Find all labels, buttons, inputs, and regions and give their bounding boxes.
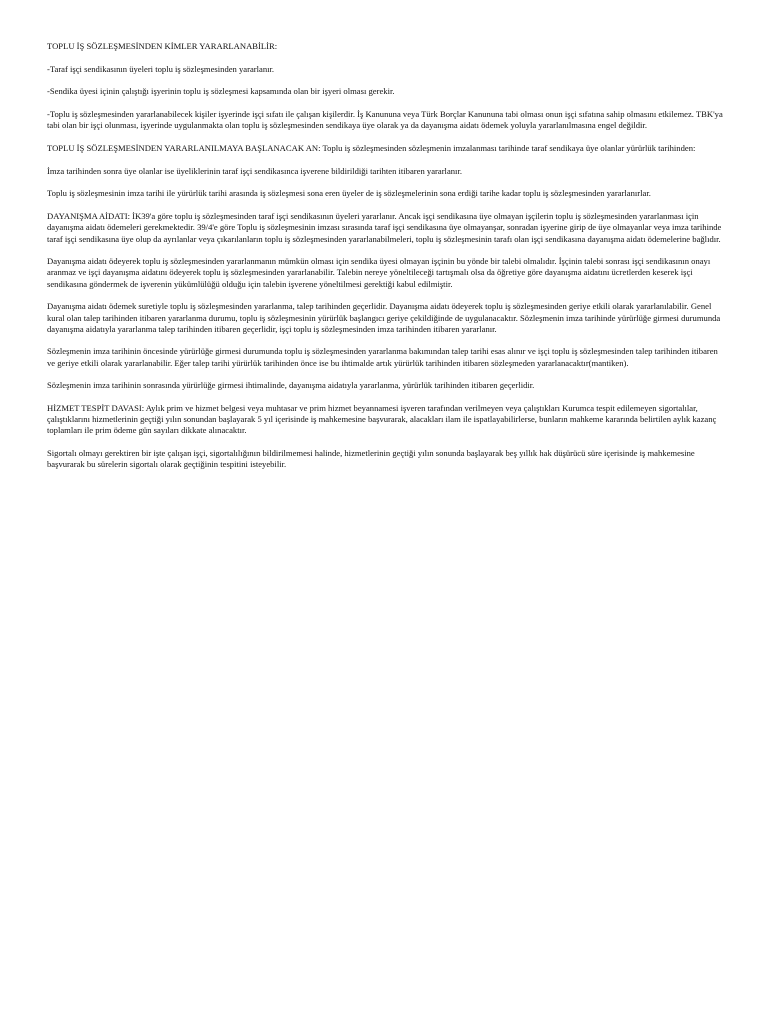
document-page bbox=[47, 41, 723, 482]
paragraph-after-signing: İmza tarihinden sonra üye olanlar ise üyeliklerinin taraf işçi sendikasınca işverene bildirildiği tarihten itibaren yararlanır. bbox=[47, 165, 462, 176]
paragraph-start-of-benefit: TOPLU İŞ SÖZLEŞMESİNDEN YARARLANILMAYA BAŞLANACAK AN: Toplu iş sözleşmesinden sözleşmenin imzalanması tarihinde taraf sendikaya üye olanlar yürürlük tarihinden: bbox=[47, 143, 696, 154]
paragraph-union-members: -Taraf işçi sendikasının üyeleri toplu iş sözleşmesinden yararlanır. bbox=[47, 63, 275, 74]
paragraph-retroactive: Sözleşmenin imza tarihinin öncesinde yürürlüğe girmesi durumunda toplu iş sözleşmesinden yararlanma bakımından talep tarihi esas alınır ve işçi toplu iş sözleşmesinden talep tarihinden itibaren ve geriye etkili olarak yararlanabilir. Eğer talep tarihi yürürlük tarihinden önce ise bu ihtimalde artık yürürlük tarihinden itibaren sözleşmeden yararlanacaktır(mantiken). bbox=[47, 346, 718, 368]
paragraph-solidarity-request: Dayanışma aidatı ödeyerek toplu iş sözleşmesinden yararlanmanın mümkün olması için sendika üyesi olmayan işçinin bu yönde bir talebi olmalıdır. İşçinin talebi sonrası işçi sendikasının onayı aranmaz ve işçi dayanışma aidatını ödeyerek toplu iş sözleşmesinden yararlanabilir. Talebin nereye yöneltileceği tartışmalı olsa da öğretiye göre dayanışma aidatını ücretlerden keserek işçi sendikasına göndermek de işverenin yükümlülüğü olduğu için talebin işverene yöneltilmesi gerektiği kabul edilmiştir. bbox=[47, 256, 711, 289]
paragraph-after-signing-effect: Sözleşmenin imza tarihinin sonrasında yürürlüğe girmesi ihtimalinde, dayanışma aidatıyla yararlanma, yürürlük tarihinden itibaren geçerlidir. bbox=[47, 380, 535, 391]
paragraph-contract-ended: Toplu iş sözleşmesinin imza tarihi ile yürürlük tarihi arasında iş sözleşmesi sona eren üyeler de iş sözleşmelerinin sona erdiği tarihe kadar toplu iş sözleşmesinden yararlanırlar. bbox=[47, 188, 651, 199]
paragraph-service-determination: HİZMET TESPİT DAVASI: Aylık prim ve hizmet belgesi veya muhtasar ve prim hizmet beyannamesi işveren tarafından verilmeyen veya çalıştıkları Kurumca tespit edilemeyen sigortalılar, çalıştıklarını hizmetlerinin geçtiği yılın sonundan başlayarak 5 yıl içerisinde iş mahkemesine başvurarak, alacakları ilam ile ispatlayabilirlerse, bunların mahkeme kararında belirtilen aylık kazanç toplamları ile prim ödeme gün sayıları dikkate alınacaktır. bbox=[47, 403, 717, 436]
paragraph-request-date: Dayanışma aidatı ödemek suretiyle toplu iş sözleşmesinden yararlanma, talep tarihinden geçerlidir. Dayanışma aidatı ödeyerek toplu iş sözleşmesinden geriye etkili olarak yararlanılabilir. Genel kural olan talep tarihinden itibaren yararlanma durumu, toplu iş sözleşmesinin yürürlük başlangıcı geriye çekildiğinde de uygulanacaktır. Sözleşmenin imza tarihinde yürürlüğe girmesi durumunda dayanışma aidatıyla yararlanma talep tarihinden itibaren geçerlidir, işçi toplu iş sözleşmesinden imza tarihinden itibaren yararlanır. bbox=[47, 301, 721, 334]
paragraph-solidarity-fee: DAYANIŞMA AİDATI: İK39'a göre toplu iş sözleşmesinden taraf işçi sendikasının üyeleri yararlanır. Ancak işçi sendikasına üye olmayan işçilerin toplu iş sözleşmesinden yararlanması için dayanışma aidatı ödemeleri gerekmektedir. 39/4'e göre Toplu iş sözleşmesinin imzası sırasında taraf işçi sendikasına üye olmayanşar, sonradan işyerine girip de üye olmayanlar veya imza tarihinde taraf işçi sendikasına üye olup da ayrılanlar veya çıkarılanların toplu iş sözleşmesinden yararlanabilmeleri, toplu iş sözleşmesinin tarafı olan işçi sendikasına dayanışma aidatı ödemelerine bağlıdır. bbox=[47, 211, 722, 244]
paragraph-workplace-scope: -Sendika üyesi içinin çalıştığı işyerinin toplu iş sözleşmesi kapsamında olan bir işyeri olması gerekir. bbox=[47, 86, 395, 97]
paragraph-worker-status: -Toplu iş sözleşmesinden yararlanabilecek kişiler işyerinde işçi sıfatı ile çalışan kişilerdir. İş Kanununa veya Türk Borçlar Kanununa tabi olması onun işçi sıfatına sahip olmasını etkilemez. TBK'ya tabi olan bir işçi olunması, işyerinde uygulanmakta olan toplu iş sözleşmesinden sendikaya üye olarak ya da dayanışma aidatı ödemek yoluyla yararlanılmasına engel değildir. bbox=[47, 109, 723, 131]
paragraph-insured-worker: Sigortalı olmayı gerektiren bir işte çalışan işçi, sigortalılığının bildirilmemesi halinde, hizmetlerinin geçtiği yılın sonunda başlayarak beş yıllık hak düşürücü süre içerisinde iş mahkemesine başvurarak bu sürelerin sigortalı olarak geçtiğinin tespitini isteyebilir. bbox=[47, 448, 695, 470]
heading-beneficiaries: TOPLU İŞ SÖZLEŞMESİNDEN KİMLER YARARLANABİLİR: bbox=[47, 41, 278, 51]
